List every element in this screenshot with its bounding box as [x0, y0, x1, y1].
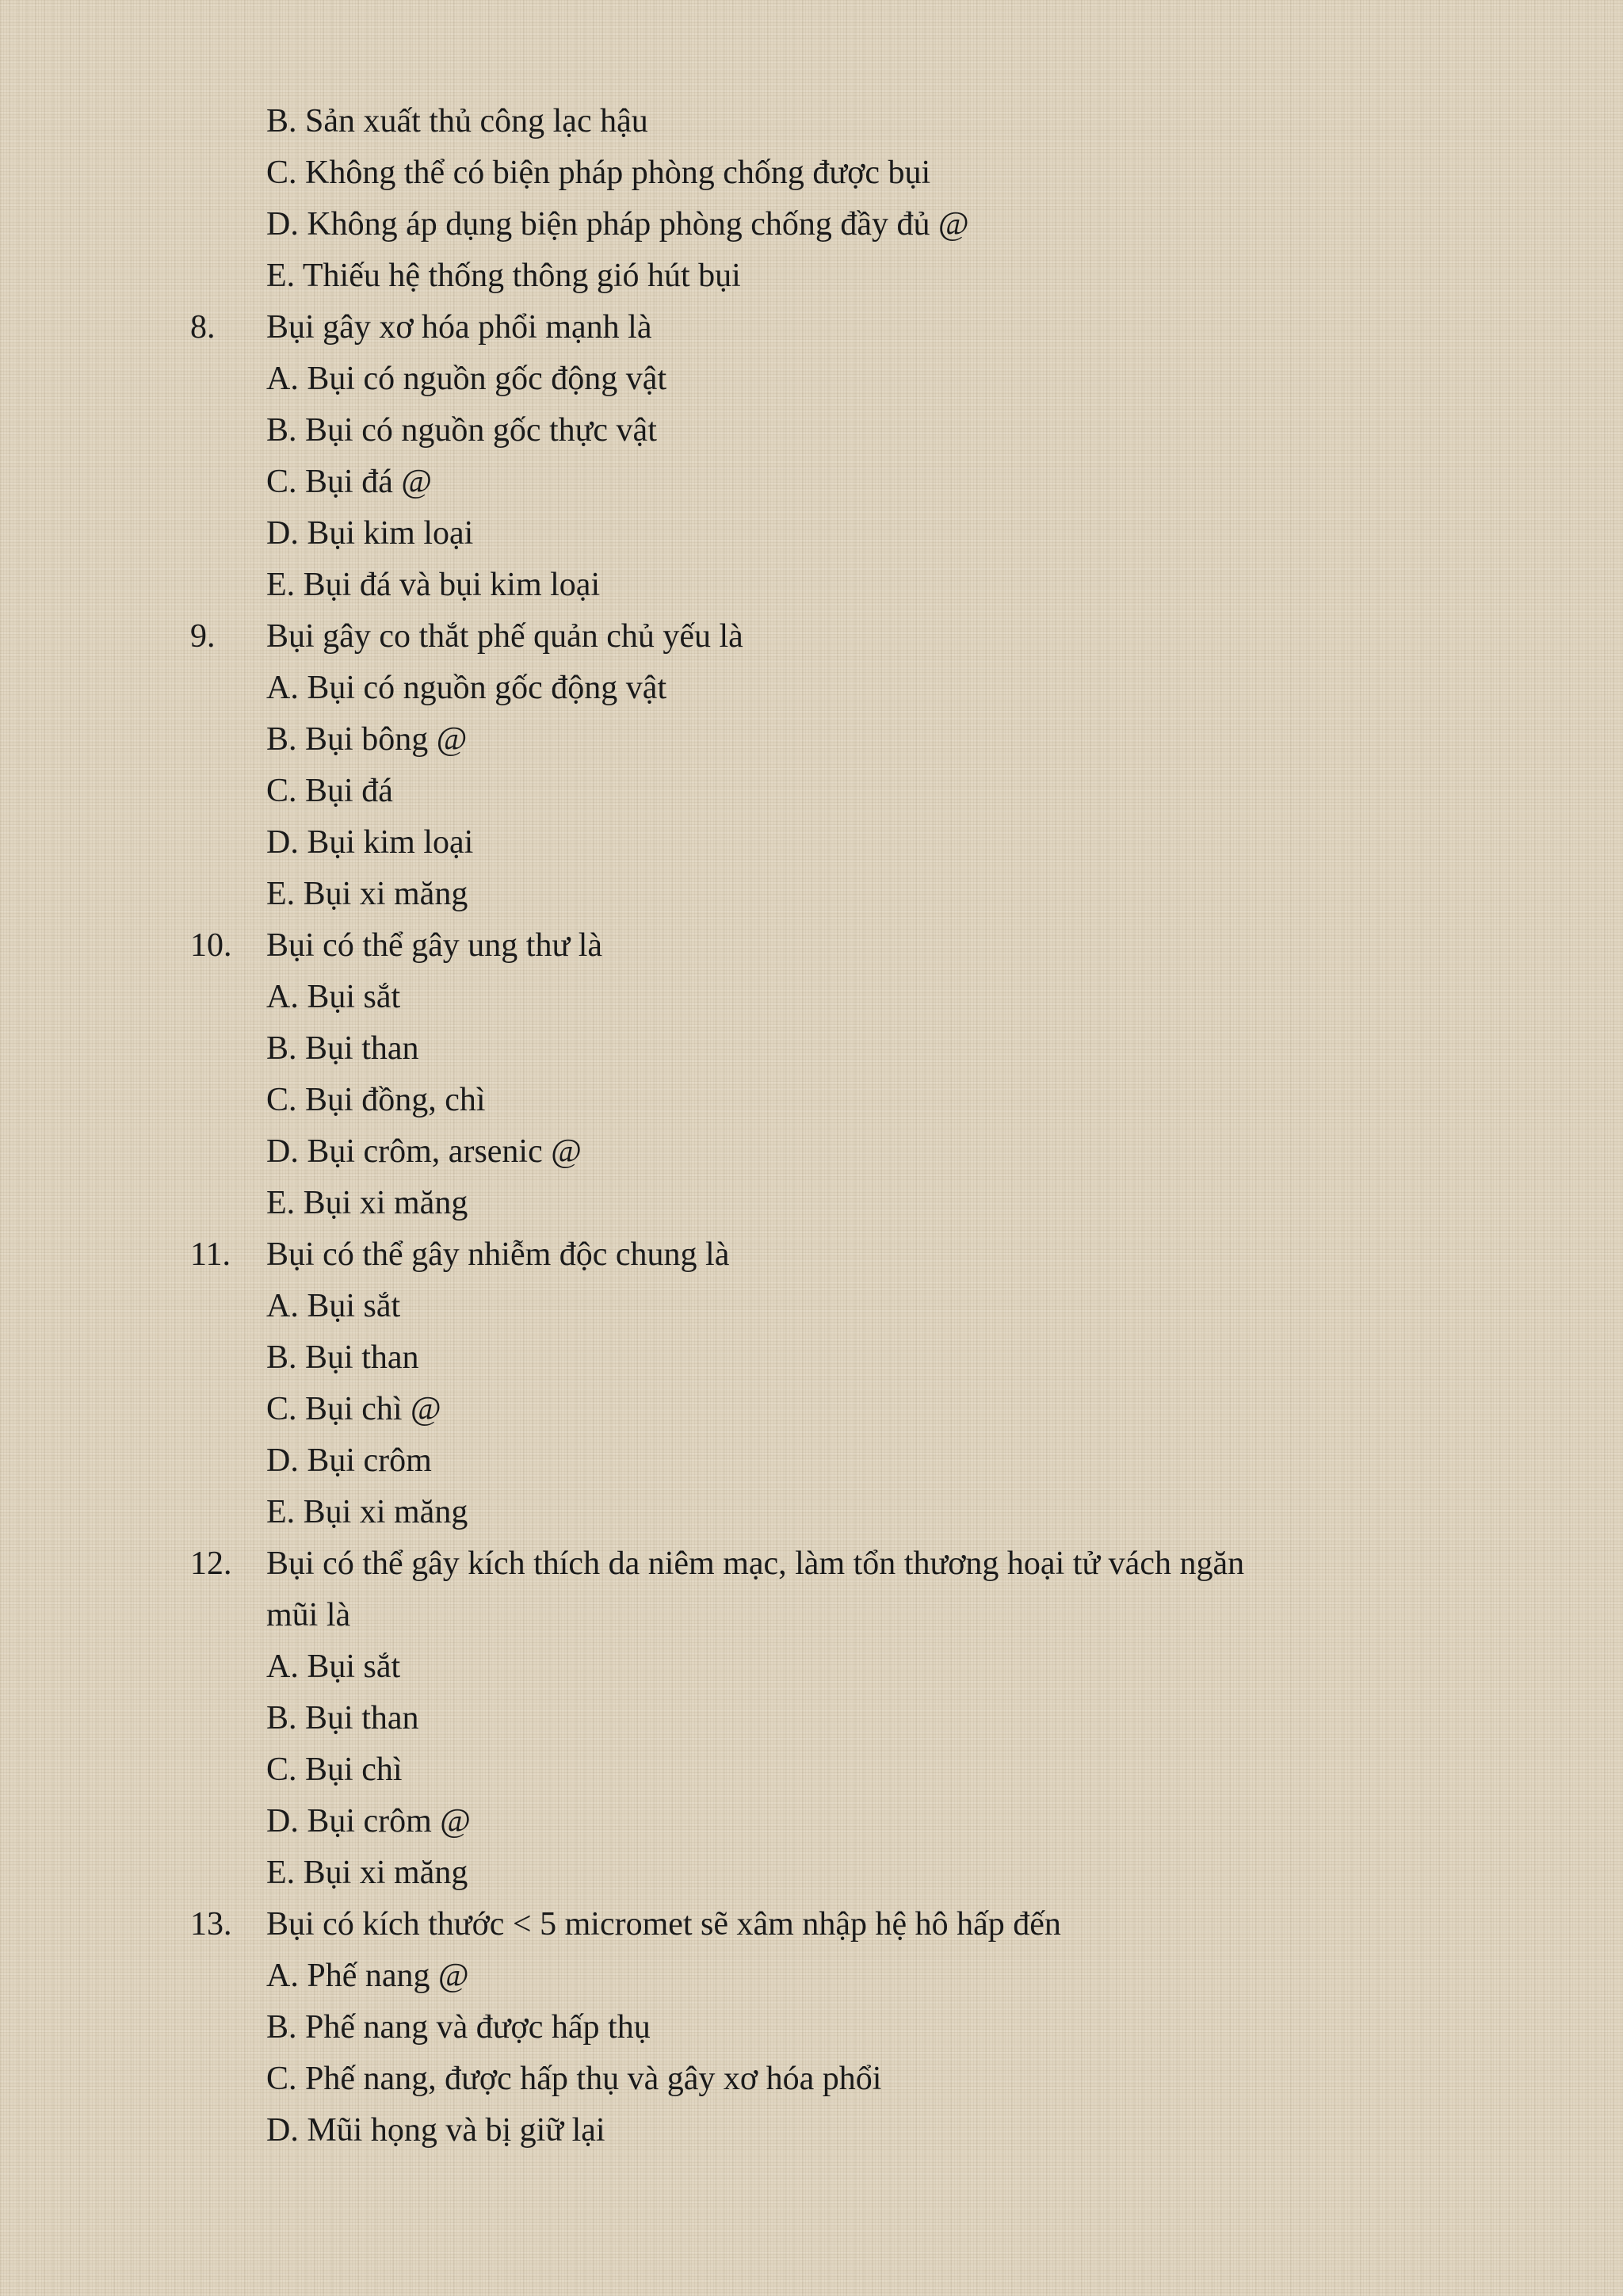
- answer-option: D. Không áp dụng biện pháp phòng chống đầy đủ @: [266, 206, 969, 243]
- question-text: Bụi có kích thước < 5 micromet sẽ xâm nhập hệ hô hấp đến: [266, 1906, 1061, 1943]
- answer-option: D. Bụi crôm, arsenic @: [266, 1133, 582, 1170]
- answer-option: E. Bụi xi măng: [266, 876, 468, 912]
- answer-option: A. Bụi có nguồn gốc động vật: [266, 670, 667, 706]
- question-number: 11.: [190, 1236, 231, 1273]
- answer-option: B. Bụi than: [266, 1030, 419, 1067]
- question-text-continued: mũi là: [266, 1597, 351, 1633]
- question-number: 12.: [190, 1545, 232, 1582]
- answer-option: D. Bụi crôm @: [266, 1803, 471, 1839]
- answer-option: E. Bụi xi măng: [266, 1185, 468, 1221]
- answer-option: B. Bụi có nguồn gốc thực vật: [266, 412, 657, 449]
- question-text: Bụi có thể gây nhiễm độc chung là: [266, 1236, 730, 1273]
- answer-option: A. Phế nang @: [266, 1958, 469, 1994]
- answer-option: C. Bụi đá @: [266, 464, 433, 500]
- answer-option: D. Bụi kim loại: [266, 515, 474, 552]
- answer-option: A. Bụi sắt: [266, 979, 401, 1015]
- answer-option: E. Bụi xi măng: [266, 1855, 468, 1891]
- answer-option: B. Bụi bông @: [266, 721, 468, 758]
- answer-option: B. Bụi than: [266, 1339, 419, 1376]
- question-number: 9.: [190, 618, 216, 655]
- answer-option: C. Phế nang, được hấp thụ và gây xơ hóa phổi: [266, 2061, 882, 2097]
- answer-option: C. Bụi chì @: [266, 1391, 441, 1427]
- answer-option: E. Bụi đá và bụi kim loại: [266, 567, 601, 603]
- answer-option: D. Bụi kim loại: [266, 824, 474, 861]
- answer-option: C. Bụi đá: [266, 773, 393, 809]
- answer-option: C. Bụi đồng, chì: [266, 1082, 486, 1118]
- answer-option: E. Thiếu hệ thống thông gió hút bụi: [266, 258, 741, 294]
- question-number: 8.: [190, 309, 216, 346]
- answer-option: B. Bụi than: [266, 1700, 419, 1736]
- question-number: 13.: [190, 1906, 232, 1943]
- answer-option: C. Không thể có biện pháp phòng chống được bụi: [266, 155, 931, 191]
- question-text: Bụi gây xơ hóa phổi mạnh là: [266, 309, 652, 346]
- question-text: Bụi có thể gây ung thư là: [266, 927, 603, 964]
- answer-option: D. Mũi họng và bị giữ lại: [266, 2112, 605, 2149]
- answer-option: E. Bụi xi măng: [266, 1494, 468, 1530]
- answer-option: A. Bụi có nguồn gốc động vật: [266, 361, 667, 397]
- question-number: 10.: [190, 927, 232, 964]
- question-text: Bụi gây co thắt phế quản chủ yếu là: [266, 618, 743, 655]
- answer-option: B. Sản xuất thủ công lạc hậu: [266, 103, 648, 139]
- question-text: Bụi có thể gây kích thích da niêm mạc, làm tổn thương hoại tử vách ngăn: [266, 1545, 1245, 1582]
- answer-option: C. Bụi chì: [266, 1752, 403, 1788]
- answer-option: B. Phế nang và được hấp thụ: [266, 2009, 651, 2046]
- answer-option: A. Bụi sắt: [266, 1648, 401, 1685]
- answer-option: D. Bụi crôm: [266, 1442, 432, 1479]
- answer-option: A. Bụi sắt: [266, 1288, 401, 1324]
